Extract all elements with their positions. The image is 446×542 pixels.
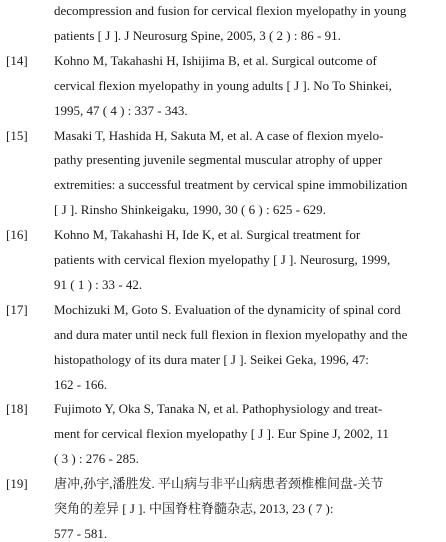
reference-number: [14] [6,52,28,68]
reference-text-line: decompression and fusion for cervical flexion myelopathy in young [54,3,407,18]
reference-text-line: cervical flexion myelopathy in young adults [ J ]. No To Shinkei, [54,77,392,93]
reference-number: [16] [6,227,28,243]
reference-text-line: 1995, 47 ( 4 ) : 337 - 343. [54,102,188,118]
reference-text-line: and dura mater until neck full flexion in flexion myelopathy and the [54,326,408,342]
reference-text-line: patients with cervical flexion myelopathy [ J ]. Neurosurg, 1999, [54,252,391,267]
reference-text-line: Masaki T, Hashida H, Sakuta M, et al. A case of flexion myelo- [54,127,384,143]
reference-text-line: 162 - 166. [54,376,108,392]
reference-text-line: 577 - 581. [54,525,108,541]
reference-text-line: pathy presenting juvenile segmental muscular atrophy of upper [54,152,383,168]
reference-text-line: 91 ( 1 ) : 33 - 42. [54,276,143,292]
reference-text-line: extremities: a successful treatment by cervical spine immobilization [54,177,408,193]
reference-number: [17] [6,301,28,317]
reference-text-line: patients [ J ]. J Neurosurg Spine, 2005, 3 ( 2 ) : 86 - 91. [54,27,341,43]
reference-number: [19] [6,476,28,492]
reference-text-line: Kohno M, Takahashi H, Ishijima B, et al. Surgical outcome of [54,52,377,68]
reference-number: [15] [6,127,28,143]
reference-text-line: 唐冲,孙宇,潘胜发. 平山病与非平山病患者颈椎椎间盘-关节 [54,476,384,492]
reference-text-line: Fujimoto Y, Oka S, Tanaka N, et al. Pathophysiology and treat- [54,401,383,417]
reference-text-line: ( 3 ) : 276 - 285. [54,451,139,467]
reference-number: [18] [6,401,28,417]
reference-text-line: histopathology of its dura mater [ J ]. Seikei Geka, 1996, 47: [54,351,369,367]
reference-text-line: ment for cervical flexion myelopathy [ J ]. Eur Spine J, 2002, 11 [54,426,389,442]
reference-text-line: 突角的差异 [ J ]. 中国脊柱脊髓杂志, 2013, 23 ( 7 ): [54,501,334,516]
reference-text-line: [ J ]. Rinsho Shinkeigaku, 1990, 30 ( 6 ) : 625 - 629. [54,202,326,218]
reference-text-line: Kohno M, Takahashi H, Ide K, et al. Surgical treatment for [54,227,361,243]
reference-text-line: Mochizuki M, Goto S. Evaluation of the dynamicity of spinal cord [54,301,401,317]
